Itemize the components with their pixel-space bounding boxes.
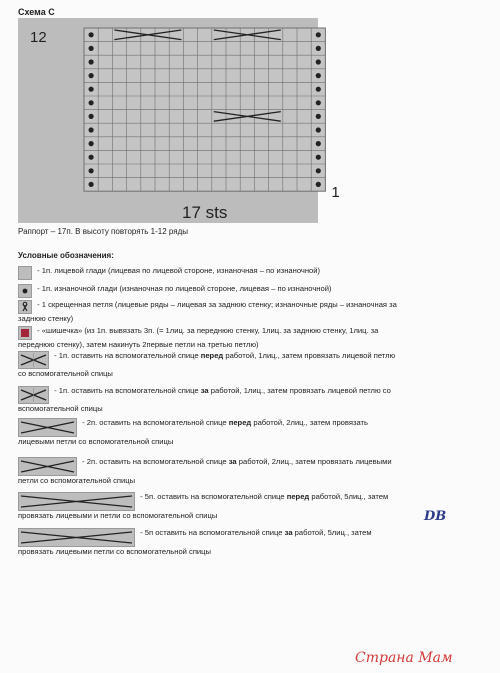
stitch-count-label: 17 sts xyxy=(182,203,228,222)
legend-symbol-cross1f xyxy=(18,351,49,369)
legend-item xyxy=(18,386,398,415)
legend-symbol-cross1b xyxy=(18,386,49,404)
legend-emphasis: за xyxy=(200,386,209,395)
legend-text-part: - 5п оставить на вспомогательной спице xyxy=(138,528,285,537)
legend-emphasis: за xyxy=(284,528,293,537)
legend-item xyxy=(18,326,398,351)
purl-dot xyxy=(316,59,321,64)
legend-symbol-cross2f xyxy=(18,418,77,437)
purl-dot xyxy=(89,127,94,132)
legend-symbol-knit xyxy=(18,266,32,280)
purl-dot xyxy=(89,46,94,51)
legend-text-part: - 2п. оставить на вспомогательной спице xyxy=(80,457,229,466)
watermark-logo: Страна Мам xyxy=(355,650,453,666)
purl-dot xyxy=(89,87,94,92)
legend-text-part: - 1п. оставить на вспомогательной спице xyxy=(52,386,201,395)
legend-symbol-cross2b xyxy=(18,457,77,476)
purl-dot xyxy=(89,155,94,160)
legend-item xyxy=(18,457,398,487)
purl-dot xyxy=(316,114,321,119)
legend-description: - 1п. лицевой глади (лицевая по лицевой стороне, изнаночная – по изнаночной) xyxy=(35,266,321,275)
legend-text-part: работой, 2лиц., затем провязать лицевыми петли со вспомогательной спицы xyxy=(18,418,368,446)
legend-symbol-cross5f xyxy=(18,492,135,511)
legend-description: - «шишечка» (из 1п. вывязать 3п. (= 1лиц. за переднюю стенку, 1лиц. за заднюю стенку, 1лиц. за переднюю стенку), затем накинуть 2первые петли на третью петлю) xyxy=(18,326,379,349)
legend-description: - 1п. изнаночной глади (изнаночная по лицевой стороне, лицевая – по изнаночной) xyxy=(35,284,332,293)
purl-dot xyxy=(316,100,321,105)
legend-emphasis: перед xyxy=(286,492,310,501)
legend-description xyxy=(18,351,395,378)
purl-dot xyxy=(89,32,94,37)
repeat-note: Раппорт – 17п. В высоту повторять 1-12 ряды xyxy=(18,227,189,236)
purl-dot xyxy=(89,73,94,78)
purl-dot xyxy=(89,114,94,119)
legend-text-part: работой, 2лиц., затем провязать лицевыми петли со вспомогательной спицы xyxy=(18,457,392,485)
legend-description: - 1 скрещенная петля (лицевые ряды – лицевая за заднюю стенку; изнаночные ряды – изнаночная за заднюю стенку) xyxy=(18,300,397,323)
legend-emphasis: за xyxy=(228,457,237,466)
legend-symbol-cross5b xyxy=(18,528,135,547)
legend-description xyxy=(18,386,391,413)
legend-text-part: - 2п. оставить на вспомогательной спице xyxy=(80,418,229,427)
purl-dot xyxy=(316,141,321,146)
purl-dot xyxy=(316,73,321,78)
purl-dot xyxy=(89,141,94,146)
legend-item xyxy=(18,492,398,522)
row-label-bottom: 1 xyxy=(331,184,340,202)
purl-dot xyxy=(316,127,321,132)
legend-emphasis: перед xyxy=(228,418,252,427)
legend-item xyxy=(18,300,398,325)
legend-text-part: - 1п. оставить на вспомогательной спице xyxy=(52,351,201,360)
purl-dot xyxy=(89,100,94,105)
legend-symbol-bobble xyxy=(18,326,32,340)
chart-svg xyxy=(18,18,340,223)
legend-item xyxy=(18,351,398,380)
scheme-title: Схема С xyxy=(18,7,55,17)
purl-dot xyxy=(316,46,321,51)
purl-dot xyxy=(89,182,94,187)
signature: DB xyxy=(424,509,447,524)
legend-text-part: работой, 5лиц., затем провязать лицевыми и петли со вспомогательной спицы xyxy=(18,492,389,520)
legend-text-part: работой, 1лиц., затем провязать лицевой петлю со вспомогательной спицы xyxy=(18,351,396,378)
legend-symbol-twisted xyxy=(18,300,32,314)
legend-item xyxy=(18,528,398,558)
purl-dot xyxy=(316,182,321,187)
legend-item xyxy=(18,284,398,298)
legend-item xyxy=(18,418,398,448)
purl-dot xyxy=(89,59,94,64)
purl-dot xyxy=(316,155,321,160)
row-label-top: 12 xyxy=(30,29,47,46)
legend-title: Условные обозначения: xyxy=(18,251,114,260)
legend-text-part: работой, 5лиц., затем провязать лицевыми петли со вспомогательной спицы xyxy=(18,528,372,556)
legend-text-part: - 5п. оставить на вспомогательной спице xyxy=(138,492,287,501)
purl-dot xyxy=(89,168,94,173)
legend-emphasis: перед xyxy=(200,351,224,360)
legend-symbol-purl xyxy=(18,284,32,298)
legend-text-part: работой, 1лиц., затем провязать лицевой петлю со вспомогательной спицы xyxy=(18,386,391,413)
purl-dot xyxy=(316,168,321,173)
legend-item xyxy=(18,266,398,280)
knitting-chart xyxy=(18,18,340,223)
purl-dot xyxy=(316,32,321,37)
purl-dot xyxy=(316,87,321,92)
